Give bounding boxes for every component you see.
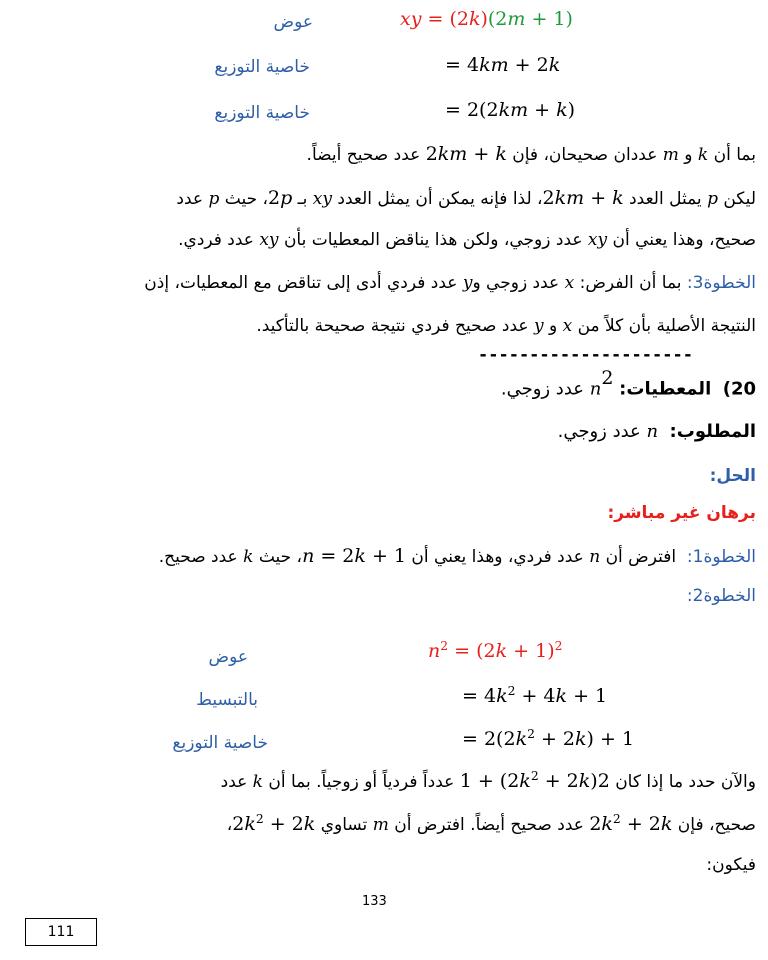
box-number-text: 111: [47, 924, 75, 940]
eq1-math-1: xy = (2k)(2m + 1): [400, 8, 573, 30]
problem-20-given: 20) المعطيات: $n^2$ عدد زوجي.: [500, 367, 756, 400]
page-number: 133: [362, 894, 387, 909]
eq1-reason-3: خاصية التوزيع: [214, 103, 310, 123]
required-label: المطلوب:: [669, 421, 756, 442]
para1-line2: ليكن p يمثل العدد 2km + k، لذا فإنه يمكن أن يمثل العدد xy بـ 2p، حيث p عدد: [176, 187, 756, 209]
eq1-math-3: = 2(2km + k): [445, 99, 576, 121]
eq2-reason-2: بالتبسيط: [196, 690, 258, 710]
eq1-reason-2: خاصية التوزيع: [214, 57, 310, 77]
para2-line3: فيكون:: [706, 855, 756, 875]
eq2-math-2: = $4k^2 + 4k + 1$: [462, 684, 608, 707]
step2-label: الخطوة2:: [686, 586, 756, 606]
step1-label: الخطوة1:: [686, 547, 756, 567]
problem-number: 20): [722, 378, 756, 400]
eq2-reason-3: خاصية التوزيع: [172, 733, 268, 753]
step3-line1: الخطوة3: بما أن الفرض: x عدد زوجي وy عدد فردي أدى إلى تناقض مع المعطيات، إذن: [144, 273, 756, 293]
problem-20-required: المطلوب: n عدد زوجي.: [557, 421, 756, 442]
proof-type: برهان غير مباشر:: [607, 503, 756, 523]
para2-line2: صحيح، فإن $2k^2 + 2k$ عدد صحيح أيضاً. افترض أن m تساوي $2k^2$ + 2k،: [226, 812, 756, 835]
step3-line2: النتيجة الأصلية بأن كلاً من x و y عدد صحيح فردي نتيجة صحيحة بالتأكيد.: [256, 316, 756, 336]
eq1-math-2: = 4km + 2k: [445, 54, 561, 76]
separator: ---------------------: [478, 345, 693, 365]
eq2-math-1: $n^2 = (2k + 1)^2$: [428, 639, 563, 662]
solution-label: الحل:: [709, 466, 756, 486]
box-number: [25, 918, 97, 946]
eq1-reason-1: عوض: [273, 12, 313, 32]
eq2-math-3: = $2(2k^2 + 2k) + 1$: [462, 727, 635, 750]
para2-line1: والآن حدد ما إذا كان $2(2k^2 + 2k) + 1$ عدداً فردياً أو زوجياً. بما أن k عدد: [220, 769, 756, 792]
para1-line1: بما أن k و m عددان صحيحان، فإن 2km + k عدد صحيح أيضاً.: [306, 143, 756, 165]
para1-line3: صحيح، وهذا يعني أن xy عدد زوجي، ولكن هذا يناقض المعطيات بأن xy عدد فردي.: [178, 230, 756, 250]
given-label: المعطيات:: [619, 378, 712, 400]
step3-label: الخطوة3:: [686, 273, 756, 293]
step1-line: الخطوة1: افترض أن n عدد فردي، وهذا يعني أن n = 2k + 1، حيث k عدد صحيح.: [158, 545, 756, 567]
eq2-reason-1: عوض: [208, 647, 248, 667]
